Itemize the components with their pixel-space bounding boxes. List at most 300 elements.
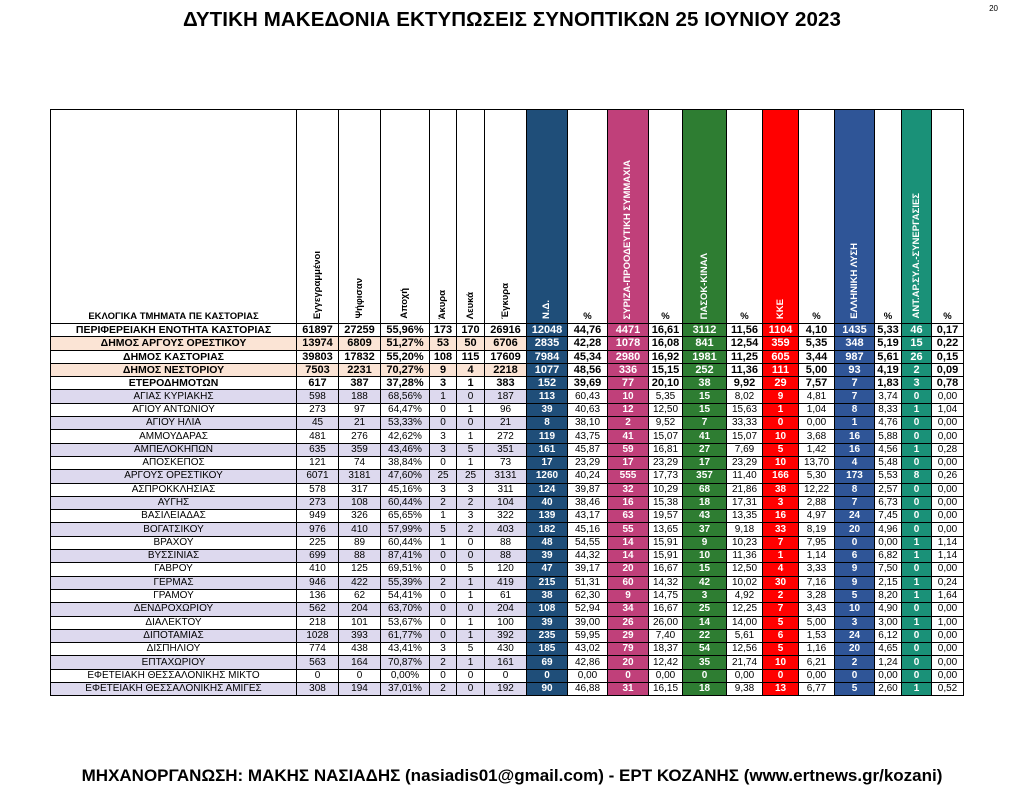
cell-antarsya-pct: 0,00 bbox=[932, 510, 964, 523]
cell-voted: 438 bbox=[339, 643, 381, 656]
cell-elliniki-lysi-pct: 5,48 bbox=[875, 456, 902, 469]
cell-kke-votes: 4 bbox=[763, 563, 799, 576]
cell-blank: 0 bbox=[457, 603, 485, 616]
cell-elliniki-lysi-votes: 24 bbox=[835, 629, 875, 642]
header-registered: Εγγεγραμμένοι bbox=[297, 110, 339, 324]
cell-syriza-votes: 0 bbox=[608, 669, 649, 682]
cell-elliniki-lysi-votes: 0 bbox=[835, 669, 875, 682]
cell-nd-votes: 40 bbox=[527, 496, 568, 509]
cell-voted: 89 bbox=[339, 536, 381, 549]
cell-blank: 0 bbox=[457, 669, 485, 682]
table-row bbox=[51, 443, 964, 456]
cell-nd-votes: 90 bbox=[527, 683, 568, 696]
header-voted: Ψήφισαν bbox=[339, 110, 381, 324]
cell-elliniki-lysi-pct: 3,74 bbox=[875, 390, 902, 403]
cell-blank: 1 bbox=[457, 616, 485, 629]
cell-nd-pct: 39,17 bbox=[568, 563, 608, 576]
cell-nd-pct: 39,69 bbox=[568, 377, 608, 390]
cell-blank: 1 bbox=[457, 589, 485, 602]
cell-antarsya-pct: 0,00 bbox=[932, 669, 964, 682]
cell-registered: 308 bbox=[297, 683, 339, 696]
cell-abstention: 38,84% bbox=[381, 456, 430, 469]
cell-pasok-pct: 23,29 bbox=[727, 456, 763, 469]
cell-elliniki-lysi-pct: 5,61 bbox=[875, 350, 902, 363]
cell-registered: 273 bbox=[297, 403, 339, 416]
cell-elliniki-lysi-votes: 9 bbox=[835, 576, 875, 589]
cell-syriza-votes: 2 bbox=[608, 417, 649, 430]
cell-nd-pct: 23,29 bbox=[568, 456, 608, 469]
header-pasok-pct: % bbox=[727, 110, 763, 324]
cell-voted: 164 bbox=[339, 656, 381, 669]
cell-nd-pct: 51,31 bbox=[568, 576, 608, 589]
page-number: 20 bbox=[989, 4, 998, 13]
row-name: ΕΤΕΡΟΔΗΜΟΤΩΝ bbox=[51, 377, 297, 390]
cell-valid: 96 bbox=[485, 403, 527, 416]
cell-kke-votes: 1 bbox=[763, 550, 799, 563]
cell-antarsya-pct: 1,14 bbox=[932, 536, 964, 549]
cell-antarsya-votes: 1 bbox=[902, 589, 932, 602]
cell-antarsya-votes: 1 bbox=[902, 550, 932, 563]
cell-kke-pct: 12,22 bbox=[799, 483, 835, 496]
cell-pasok-pct: 17,31 bbox=[727, 496, 763, 509]
cell-antarsya-pct: 0,00 bbox=[932, 483, 964, 496]
cell-blank: 1 bbox=[457, 403, 485, 416]
cell-pasok-pct: 11,36 bbox=[727, 550, 763, 563]
cell-abstention: 0,00% bbox=[381, 669, 430, 682]
cell-voted: 188 bbox=[339, 390, 381, 403]
header-antarsya: ΑΝΤ.ΑΡ.ΣΥ.Α.-ΣΥΝΕΡΓΑΣΙΕΣ bbox=[902, 110, 932, 324]
cell-voted: 326 bbox=[339, 510, 381, 523]
cell-registered: 949 bbox=[297, 510, 339, 523]
cell-pasok-votes: 7 bbox=[683, 417, 727, 430]
cell-nd-pct: 0,00 bbox=[568, 669, 608, 682]
cell-pasok-votes: 15 bbox=[683, 390, 727, 403]
cell-antarsya-votes: 0 bbox=[902, 523, 932, 536]
table-row bbox=[51, 563, 964, 576]
cell-nd-pct: 60,43 bbox=[568, 390, 608, 403]
row-name: ΑΣΠΡΟΚΚΛΗΣΙΑΣ bbox=[51, 483, 297, 496]
row-name: ΑΥΓΗΣ bbox=[51, 496, 297, 509]
cell-antarsya-votes: 8 bbox=[902, 470, 932, 483]
table-row bbox=[51, 363, 964, 376]
cell-syriza-votes: 77 bbox=[608, 377, 649, 390]
cell-nd-votes: 161 bbox=[527, 443, 568, 456]
cell-blank: 2 bbox=[457, 523, 485, 536]
cell-kke-pct: 0,00 bbox=[799, 669, 835, 682]
cell-blank: 0 bbox=[457, 417, 485, 430]
cell-elliniki-lysi-pct: 2,60 bbox=[875, 683, 902, 696]
cell-blank: 4 bbox=[457, 363, 485, 376]
cell-elliniki-lysi-pct: 1,24 bbox=[875, 656, 902, 669]
cell-valid: 311 bbox=[485, 483, 527, 496]
cell-nd-pct: 48,56 bbox=[568, 363, 608, 376]
cell-kke-votes: 1104 bbox=[763, 324, 799, 337]
cell-invalid: 173 bbox=[430, 324, 457, 337]
cell-elliniki-lysi-pct: 5,19 bbox=[875, 337, 902, 350]
cell-syriza-pct: 12,50 bbox=[649, 403, 683, 416]
cell-antarsya-votes: 0 bbox=[902, 483, 932, 496]
cell-abstention: 37,01% bbox=[381, 683, 430, 696]
cell-pasok-pct: 13,35 bbox=[727, 510, 763, 523]
cell-abstention: 61,77% bbox=[381, 629, 430, 642]
cell-pasok-pct: 0,00 bbox=[727, 669, 763, 682]
cell-voted: 276 bbox=[339, 430, 381, 443]
cell-nd-votes: 38 bbox=[527, 589, 568, 602]
cell-kke-votes: 10 bbox=[763, 456, 799, 469]
cell-nd-pct: 43,17 bbox=[568, 510, 608, 523]
table-row bbox=[51, 483, 964, 496]
cell-voted: 387 bbox=[339, 377, 381, 390]
cell-registered: 598 bbox=[297, 390, 339, 403]
cell-abstention: 60,44% bbox=[381, 536, 430, 549]
cell-syriza-votes: 32 bbox=[608, 483, 649, 496]
cell-kke-votes: 13 bbox=[763, 683, 799, 696]
cell-nd-votes: 17 bbox=[527, 456, 568, 469]
table-row bbox=[51, 576, 964, 589]
cell-invalid: 108 bbox=[430, 350, 457, 363]
cell-elliniki-lysi-pct: 4,90 bbox=[875, 603, 902, 616]
cell-voted: 108 bbox=[339, 496, 381, 509]
cell-voted: 393 bbox=[339, 629, 381, 642]
results-table bbox=[50, 109, 964, 696]
cell-nd-votes: 0 bbox=[527, 669, 568, 682]
cell-elliniki-lysi-pct: 5,33 bbox=[875, 324, 902, 337]
cell-antarsya-pct: 0,00 bbox=[932, 390, 964, 403]
cell-antarsya-votes: 0 bbox=[902, 563, 932, 576]
cell-pasok-votes: 41 bbox=[683, 430, 727, 443]
cell-nd-votes: 113 bbox=[527, 390, 568, 403]
table-row bbox=[51, 390, 964, 403]
cell-elliniki-lysi-pct: 4,96 bbox=[875, 523, 902, 536]
cell-valid: 192 bbox=[485, 683, 527, 696]
cell-kke-votes: 29 bbox=[763, 377, 799, 390]
cell-pasok-pct: 21,86 bbox=[727, 483, 763, 496]
cell-abstention: 64,47% bbox=[381, 403, 430, 416]
cell-nd-votes: 185 bbox=[527, 643, 568, 656]
cell-kke-votes: 3 bbox=[763, 496, 799, 509]
cell-elliniki-lysi-votes: 10 bbox=[835, 603, 875, 616]
cell-elliniki-lysi-pct: 4,76 bbox=[875, 417, 902, 430]
cell-invalid: 3 bbox=[430, 643, 457, 656]
cell-syriza-votes: 10 bbox=[608, 390, 649, 403]
cell-nd-pct: 39,87 bbox=[568, 483, 608, 496]
cell-voted: 74 bbox=[339, 456, 381, 469]
cell-blank: 1 bbox=[457, 629, 485, 642]
cell-pasok-votes: 3 bbox=[683, 589, 727, 602]
cell-pasok-votes: 27 bbox=[683, 443, 727, 456]
cell-kke-votes: 1 bbox=[763, 403, 799, 416]
cell-antarsya-votes: 0 bbox=[902, 496, 932, 509]
cell-antarsya-votes: 0 bbox=[902, 669, 932, 682]
cell-nd-votes: 39 bbox=[527, 403, 568, 416]
cell-elliniki-lysi-pct: 2,15 bbox=[875, 576, 902, 589]
cell-blank: 3 bbox=[457, 510, 485, 523]
cell-invalid: 0 bbox=[430, 669, 457, 682]
cell-abstention: 51,27% bbox=[381, 337, 430, 350]
header-invalid: Άκυρα bbox=[430, 110, 457, 324]
cell-kke-votes: 5 bbox=[763, 643, 799, 656]
cell-kke-votes: 38 bbox=[763, 483, 799, 496]
cell-syriza-pct: 15,07 bbox=[649, 430, 683, 443]
cell-nd-pct: 59,95 bbox=[568, 629, 608, 642]
cell-antarsya-pct: 1,14 bbox=[932, 550, 964, 563]
cell-invalid: 3 bbox=[430, 443, 457, 456]
table-row bbox=[51, 616, 964, 629]
cell-blank: 1 bbox=[457, 576, 485, 589]
cell-syriza-pct: 16,67 bbox=[649, 563, 683, 576]
cell-elliniki-lysi-votes: 7 bbox=[835, 496, 875, 509]
cell-nd-pct: 46,88 bbox=[568, 683, 608, 696]
cell-elliniki-lysi-pct: 0,00 bbox=[875, 669, 902, 682]
cell-elliniki-lysi-pct: 4,56 bbox=[875, 443, 902, 456]
cell-valid: 3131 bbox=[485, 470, 527, 483]
cell-nd-pct: 38,46 bbox=[568, 496, 608, 509]
row-name: ΔΗΜΟΣ ΚΑΣΤΟΡΙΑΣ bbox=[51, 350, 297, 363]
cell-nd-pct: 52,94 bbox=[568, 603, 608, 616]
cell-kke-votes: 16 bbox=[763, 510, 799, 523]
cell-nd-votes: 12048 bbox=[527, 324, 568, 337]
cell-syriza-pct: 19,57 bbox=[649, 510, 683, 523]
cell-kke-pct: 7,57 bbox=[799, 377, 835, 390]
cell-abstention: 45,16% bbox=[381, 483, 430, 496]
cell-syriza-pct: 15,15 bbox=[649, 363, 683, 376]
cell-voted: 2231 bbox=[339, 363, 381, 376]
cell-nd-pct: 62,30 bbox=[568, 589, 608, 602]
cell-pasok-votes: 14 bbox=[683, 616, 727, 629]
cell-abstention: 69,51% bbox=[381, 563, 430, 576]
table-row bbox=[51, 589, 964, 602]
cell-abstention: 57,99% bbox=[381, 523, 430, 536]
cell-syriza-pct: 7,40 bbox=[649, 629, 683, 642]
results-body bbox=[51, 324, 964, 696]
cell-valid: 21 bbox=[485, 417, 527, 430]
cell-blank: 1 bbox=[457, 656, 485, 669]
cell-nd-votes: 1260 bbox=[527, 470, 568, 483]
header-syriza: ΣΥΡΙΖΑ-ΠΡΟΟΔΕΥΤΙΚΗ ΣΥΜΜΑΧΙΑ bbox=[608, 110, 649, 324]
cell-kke-votes: 111 bbox=[763, 363, 799, 376]
row-name: ΑΡΓΟΥΣ ΟΡΕΣΤΙΚΟΥ bbox=[51, 470, 297, 483]
cell-antarsya-pct: 0,00 bbox=[932, 563, 964, 576]
cell-pasok-votes: 18 bbox=[683, 683, 727, 696]
cell-syriza-pct: 20,10 bbox=[649, 377, 683, 390]
cell-kke-votes: 7 bbox=[763, 536, 799, 549]
cell-blank: 50 bbox=[457, 337, 485, 350]
cell-valid: 430 bbox=[485, 643, 527, 656]
cell-valid: 0 bbox=[485, 669, 527, 682]
cell-valid: 322 bbox=[485, 510, 527, 523]
cell-pasok-pct: 11,36 bbox=[727, 363, 763, 376]
cell-pasok-pct: 10,23 bbox=[727, 536, 763, 549]
cell-voted: 88 bbox=[339, 550, 381, 563]
cell-pasok-votes: 35 bbox=[683, 656, 727, 669]
row-name: ΔΕΝΔΡΟΧΩΡΙΟΥ bbox=[51, 603, 297, 616]
cell-elliniki-lysi-votes: 6 bbox=[835, 550, 875, 563]
cell-nd-votes: 215 bbox=[527, 576, 568, 589]
cell-nd-votes: 182 bbox=[527, 523, 568, 536]
cell-kke-pct: 6,77 bbox=[799, 683, 835, 696]
cell-registered: 1028 bbox=[297, 629, 339, 642]
cell-invalid: 0 bbox=[430, 629, 457, 642]
cell-invalid: 0 bbox=[430, 417, 457, 430]
cell-invalid: 3 bbox=[430, 377, 457, 390]
row-name: ΒΟΓΑΤΣΙΚΟΥ bbox=[51, 523, 297, 536]
cell-kke-pct: 13,70 bbox=[799, 456, 835, 469]
header-syriza-pct: % bbox=[649, 110, 683, 324]
cell-elliniki-lysi-votes: 348 bbox=[835, 337, 875, 350]
cell-kke-pct: 4,97 bbox=[799, 510, 835, 523]
cell-kke-votes: 7 bbox=[763, 603, 799, 616]
cell-valid: 351 bbox=[485, 443, 527, 456]
cell-nd-pct: 40,63 bbox=[568, 403, 608, 416]
cell-nd-votes: 8 bbox=[527, 417, 568, 430]
cell-syriza-votes: 63 bbox=[608, 510, 649, 523]
cell-syriza-votes: 1078 bbox=[608, 337, 649, 350]
cell-valid: 120 bbox=[485, 563, 527, 576]
table-row bbox=[51, 510, 964, 523]
row-name: ΑΓΙΑΣ ΚΥΡΙΑΚΗΣ bbox=[51, 390, 297, 403]
cell-syriza-pct: 18,37 bbox=[649, 643, 683, 656]
cell-kke-pct: 3,68 bbox=[799, 430, 835, 443]
cell-invalid: 9 bbox=[430, 363, 457, 376]
cell-registered: 578 bbox=[297, 483, 339, 496]
cell-pasok-pct: 12,56 bbox=[727, 643, 763, 656]
cell-valid: 204 bbox=[485, 603, 527, 616]
cell-kke-pct: 3,33 bbox=[799, 563, 835, 576]
cell-invalid: 1 bbox=[430, 390, 457, 403]
cell-elliniki-lysi-votes: 93 bbox=[835, 363, 875, 376]
cell-antarsya-pct: 0,52 bbox=[932, 683, 964, 696]
cell-kke-votes: 33 bbox=[763, 523, 799, 536]
cell-antarsya-pct: 0,00 bbox=[932, 629, 964, 642]
cell-blank: 5 bbox=[457, 563, 485, 576]
cell-registered: 410 bbox=[297, 563, 339, 576]
cell-syriza-pct: 15,38 bbox=[649, 496, 683, 509]
cell-pasok-pct: 12,54 bbox=[727, 337, 763, 350]
cell-blank: 5 bbox=[457, 643, 485, 656]
cell-valid: 88 bbox=[485, 536, 527, 549]
cell-registered: 121 bbox=[297, 456, 339, 469]
cell-abstention: 65,65% bbox=[381, 510, 430, 523]
table-row bbox=[51, 417, 964, 430]
cell-pasok-pct: 15,07 bbox=[727, 430, 763, 443]
cell-voted: 101 bbox=[339, 616, 381, 629]
cell-registered: 946 bbox=[297, 576, 339, 589]
cell-registered: 976 bbox=[297, 523, 339, 536]
header-row bbox=[51, 110, 964, 324]
cell-syriza-votes: 2980 bbox=[608, 350, 649, 363]
table-row bbox=[51, 456, 964, 469]
cell-registered: 61897 bbox=[297, 324, 339, 337]
cell-elliniki-lysi-pct: 0,00 bbox=[875, 536, 902, 549]
cell-kke-pct: 5,00 bbox=[799, 363, 835, 376]
cell-syriza-pct: 12,42 bbox=[649, 656, 683, 669]
cell-syriza-pct: 14,75 bbox=[649, 589, 683, 602]
cell-pasok-votes: 252 bbox=[683, 363, 727, 376]
cell-antarsya-votes: 0 bbox=[902, 643, 932, 656]
cell-antarsya-votes: 15 bbox=[902, 337, 932, 350]
cell-nd-pct: 40,24 bbox=[568, 470, 608, 483]
cell-registered: 635 bbox=[297, 443, 339, 456]
cell-syriza-votes: 20 bbox=[608, 656, 649, 669]
cell-antarsya-pct: 0,22 bbox=[932, 337, 964, 350]
cell-nd-votes: 108 bbox=[527, 603, 568, 616]
row-name: ΓΕΡΜΑΣ bbox=[51, 576, 297, 589]
header-valid: Έγκυρα bbox=[485, 110, 527, 324]
row-name: ΔΙΣΠΗΛΙΟΥ bbox=[51, 643, 297, 656]
cell-elliniki-lysi-pct: 7,50 bbox=[875, 563, 902, 576]
cell-syriza-pct: 26,00 bbox=[649, 616, 683, 629]
cell-elliniki-lysi-pct: 6,73 bbox=[875, 496, 902, 509]
cell-antarsya-pct: 1,64 bbox=[932, 589, 964, 602]
cell-blank: 0 bbox=[457, 390, 485, 403]
cell-invalid: 2 bbox=[430, 683, 457, 696]
cell-syriza-pct: 16,15 bbox=[649, 683, 683, 696]
cell-elliniki-lysi-votes: 987 bbox=[835, 350, 875, 363]
cell-blank: 1 bbox=[457, 430, 485, 443]
cell-elliniki-lysi-pct: 4,65 bbox=[875, 643, 902, 656]
cell-elliniki-lysi-pct: 2,57 bbox=[875, 483, 902, 496]
cell-invalid: 0 bbox=[430, 456, 457, 469]
cell-kke-pct: 4,10 bbox=[799, 324, 835, 337]
cell-pasok-pct: 11,25 bbox=[727, 350, 763, 363]
cell-antarsya-votes: 0 bbox=[902, 510, 932, 523]
cell-antarsya-pct: 0,00 bbox=[932, 456, 964, 469]
cell-invalid: 2 bbox=[430, 656, 457, 669]
cell-blank: 0 bbox=[457, 536, 485, 549]
cell-antarsya-votes: 1 bbox=[902, 403, 932, 416]
cell-syriza-votes: 34 bbox=[608, 603, 649, 616]
cell-syriza-pct: 5,35 bbox=[649, 390, 683, 403]
cell-valid: 26916 bbox=[485, 324, 527, 337]
cell-antarsya-votes: 1 bbox=[902, 683, 932, 696]
cell-elliniki-lysi-votes: 7 bbox=[835, 390, 875, 403]
cell-abstention: 43,46% bbox=[381, 443, 430, 456]
cell-abstention: 43,41% bbox=[381, 643, 430, 656]
cell-voted: 17832 bbox=[339, 350, 381, 363]
cell-syriza-votes: 79 bbox=[608, 643, 649, 656]
cell-elliniki-lysi-votes: 173 bbox=[835, 470, 875, 483]
row-name: ΑΜΜΟΥΔΑΡΑΣ bbox=[51, 430, 297, 443]
cell-nd-votes: 47 bbox=[527, 563, 568, 576]
cell-pasok-votes: 3112 bbox=[683, 324, 727, 337]
cell-elliniki-lysi-pct: 3,00 bbox=[875, 616, 902, 629]
cell-valid: 88 bbox=[485, 550, 527, 563]
cell-elliniki-lysi-votes: 1 bbox=[835, 417, 875, 430]
cell-invalid: 0 bbox=[430, 616, 457, 629]
cell-antarsya-pct: 1,04 bbox=[932, 403, 964, 416]
cell-elliniki-lysi-votes: 20 bbox=[835, 643, 875, 656]
cell-abstention: 63,70% bbox=[381, 603, 430, 616]
cell-antarsya-votes: 0 bbox=[902, 603, 932, 616]
cell-abstention: 70,27% bbox=[381, 363, 430, 376]
cell-registered: 225 bbox=[297, 536, 339, 549]
cell-syriza-votes: 31 bbox=[608, 683, 649, 696]
cell-syriza-pct: 16,61 bbox=[649, 324, 683, 337]
cell-abstention: 53,67% bbox=[381, 616, 430, 629]
cell-nd-votes: 119 bbox=[527, 430, 568, 443]
cell-voted: 0 bbox=[339, 669, 381, 682]
cell-nd-votes: 1077 bbox=[527, 363, 568, 376]
cell-syriza-pct: 0,00 bbox=[649, 669, 683, 682]
cell-abstention: 37,28% bbox=[381, 377, 430, 390]
cell-syriza-votes: 4471 bbox=[608, 324, 649, 337]
cell-registered: 13974 bbox=[297, 337, 339, 350]
cell-antarsya-pct: 0,00 bbox=[932, 523, 964, 536]
cell-syriza-votes: 14 bbox=[608, 550, 649, 563]
cell-antarsya-pct: 0,78 bbox=[932, 377, 964, 390]
cell-invalid: 3 bbox=[430, 430, 457, 443]
cell-blank: 25 bbox=[457, 470, 485, 483]
